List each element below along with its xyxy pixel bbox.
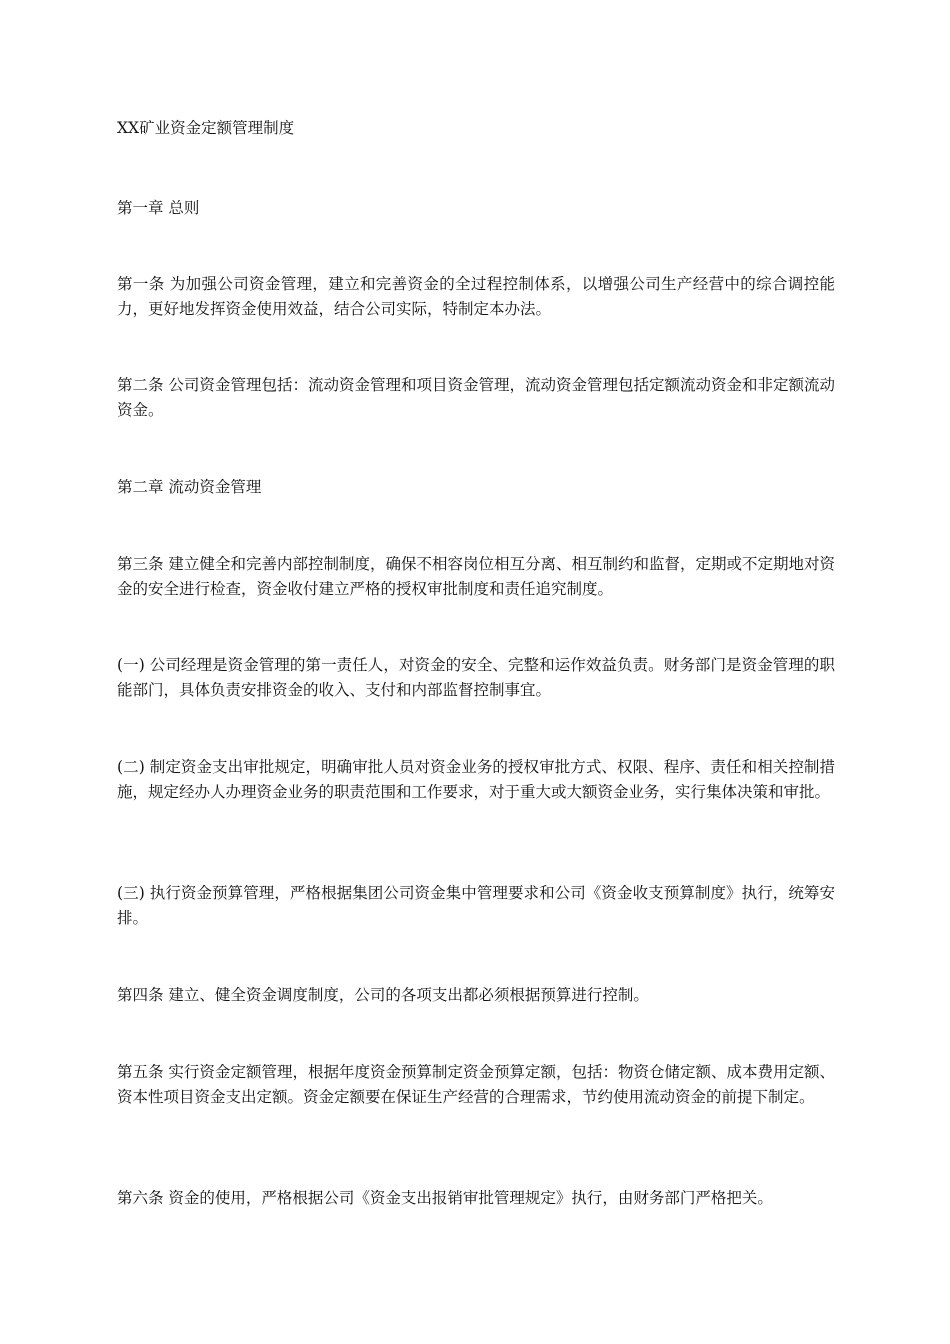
article-1: 第一条 为加强公司资金管理，建立和完善资金的全过程控制体系，以增强公司生产经营中的综合调控能力，更好地发挥资金使用效益，结合公司实际，特制定本办法。	[117, 275, 835, 318]
article-3-item-3: (三) 执行资金预算管理，严格根据集团公司资金集中管理要求和公司《资金收支预算制度》执行，统筹安排。	[117, 884, 835, 927]
article-5: 第五条 实行资金定额管理，根据年度资金预算制定资金预算定额，包括：物资仓储定额、成本费用定额、资本性项目资金支出定额。资金定额要在保证生产经营的合理需求，节约使用流动资金的前提下制定。	[117, 1063, 835, 1106]
chapter-heading-2: 第二章 流动资金管理	[117, 478, 262, 496]
article-6: 第六条 资金的使用，严格根据公司《资金支出报销审批管理规定》执行，由财务部门严格把关。	[117, 1189, 773, 1207]
article-4: 第四条 建立、健全资金调度制度，公司的各项支出都必须根据预算进行控制。	[117, 986, 649, 1004]
document-title: XX矿业资金定额管理制度	[117, 119, 295, 137]
chapter-heading-1: 第一章 总则	[117, 199, 200, 217]
article-3-item-2: (二) 制定资金支出审批规定，明确审批人员对资金业务的授权审批方式、权限、程序、责任和相关控制措施，规定经办人办理资金业务的职责范围和工作要求，对于重大或大额资金业务，实行集体决策和审批。	[117, 758, 835, 801]
article-2: 第二条 公司资金管理包括：流动资金管理和项目资金管理，流动资金管理包括定额流动资金和非定额流动资金。	[117, 376, 835, 419]
article-3: 第三条 建立健全和完善内部控制制度，确保不相容岗位相互分离、相互制约和监督，定期或不定期地对资金的安全进行检查，资金收付建立严格的授权审批制度和责任追究制度。	[117, 555, 835, 598]
article-3-item-1: (一) 公司经理是资金管理的第一责任人，对资金的安全、完整和运作效益负责。财务部门是资金管理的职能部门，具体负责安排资金的收入、支付和内部监督控制事宜。	[117, 656, 835, 699]
